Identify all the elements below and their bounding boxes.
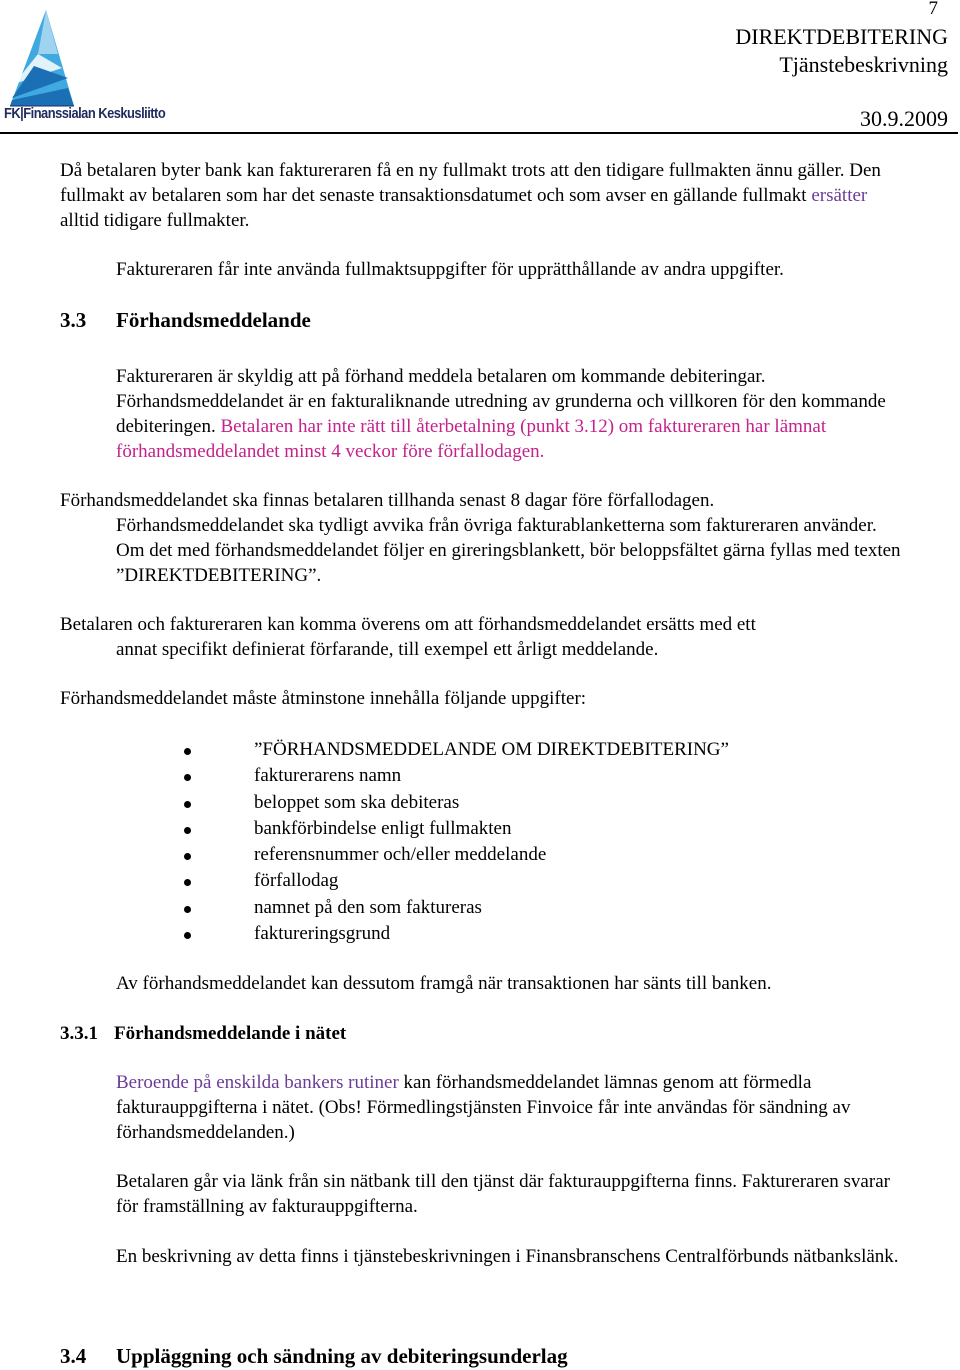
online-notice-paragraph <box>116 1070 906 1145</box>
advance-notice-text: Faktureraren är skyldig att på förhand meddela betalaren om kommande debiteringar. Förhandsmeddelandet är en fakturaliknande utredning av grunderna och villkoren för den kommande debiteringen. <box>116 366 886 437</box>
required-content-list <box>180 737 880 947</box>
alternative-procedure-rest: annat specifikt definierat förfarande, till exempel ett årligt meddelande. <box>116 639 659 660</box>
list-item <box>180 842 880 868</box>
section-heading-3-3 <box>60 307 311 333</box>
logo-text: FK|Finanssialan Keskusliitto <box>4 105 166 122</box>
section-title: Uppläggning och sändning av debiteringsunderlag <box>116 1344 568 1368</box>
list-item-text: förfallodag <box>254 870 339 892</box>
delivery-deadline-first-line: Förhandsmeddelandet ska finnas betalaren tillhanda senast 8 dagar före förfallodagen. <box>60 490 715 511</box>
refund-rule-text: Betalaren har inte rätt till återbetalning (punkt 3.12) om faktureraren har lämnat förhandsmeddelandet minst 4 veckor före förfallodagen. <box>116 416 827 462</box>
header-divider <box>0 132 958 134</box>
bullet-icon <box>184 853 191 860</box>
bullet-icon <box>184 879 191 886</box>
page-number: 7 <box>928 0 938 19</box>
alternative-procedure-first-line: Betalaren och faktureraren kan komma överens om att förhandsmeddelandet ersätts med ett <box>60 614 756 635</box>
alternative-procedure-paragraph <box>60 612 910 662</box>
list-item-text: ”FÖRHANDSMEDDELANDE OM DIREKTDEBITERING” <box>254 739 729 760</box>
list-item <box>180 868 880 894</box>
delivery-deadline-rest: Förhandsmeddelandet ska tydligt avvika från övriga fakturablanketterna som faktureraren använder. Om det med förhandsmeddelandet följer en gireringsblankett, bör beloppsfältet gärna fyllas med texten ”DIREKTDEBITERING”. <box>116 515 901 586</box>
section-title: Förhandsmeddelande i nätet <box>114 1023 347 1044</box>
bullet-icon <box>184 774 191 781</box>
list-item <box>180 816 880 842</box>
bullet-icon <box>184 906 191 913</box>
netbank-link-paragraph: Betalaren går via länk från sin nätbank till den tjänst där fakturauppgifterna finns. Faktureraren svarar för framställning av fakturauppgifterna. <box>116 1171 890 1217</box>
list-item-text: faktureringsgrund <box>254 923 391 945</box>
required-content-intro: Förhandsmeddelandet måste åtminstone innehålla följande uppgifter: <box>60 688 587 709</box>
intro-paragraph <box>60 158 910 233</box>
section-number: 3.3 <box>60 308 87 332</box>
list-item-text: bankförbindelse enligt fullmakten <box>254 817 512 839</box>
section-heading-3-4 <box>60 1343 568 1369</box>
fullmakt-usage-paragraph: Faktureraren får inte använda fullmaktsuppgifter för upprätthållande av andra uppgifter. <box>116 259 784 280</box>
bullet-icon <box>184 748 191 755</box>
description-reference-paragraph: En beskrivning av detta finns i tjänstebeskrivningen i Finansbranschens Centralförbunds nätbankslänk. <box>116 1246 899 1267</box>
section-number: 3.4 <box>60 1344 87 1368</box>
list-item <box>180 921 880 947</box>
intro-text-a: Då betalaren byter bank kan faktureraren få en ny fullmakt trots att den tidigare fullmakten ännu gäller. Den fullmakt av betalaren som har det senaste transaktionsdatumet och som avser en gällande fullmakt <box>60 160 881 206</box>
transaction-date-paragraph: Av förhandsmeddelandet kan dessutom framgå när transaktionen har sänts till banken. <box>116 973 772 994</box>
list-item-text: beloppet som ska debiteras <box>254 791 460 813</box>
list-item <box>180 895 880 921</box>
advance-notice-paragraph <box>116 364 906 464</box>
list-item <box>180 737 880 763</box>
list-item <box>180 790 880 816</box>
list-item-text: referensnummer och/eller meddelande <box>254 844 547 866</box>
online-notice-text: kan förhandsmeddelandet lämnas genom att förmedla fakturauppgifterna i nätet. (Obs! Förmedlingstjänsten Finvoice får inte användas för sändning av förhandsmeddelanden.) <box>116 1072 851 1143</box>
bullet-icon <box>184 801 191 808</box>
bank-routines-link[interactable]: Beroende på enskilda bankers rutiner <box>116 1072 399 1093</box>
bullet-icon <box>184 827 191 834</box>
section-heading-3-3-1 <box>60 1021 346 1046</box>
list-item-text: fakturerarens namn <box>254 765 402 787</box>
ersatter-link[interactable]: ersätter <box>811 185 868 206</box>
list-item <box>180 763 880 789</box>
bullet-icon <box>184 932 191 939</box>
document-date: 30.9.2009 <box>860 106 948 131</box>
intro-text-b: alltid tidigare fullmakter. <box>60 210 250 231</box>
document-subtitle: Tjänstebeskrivning <box>779 52 948 77</box>
section-title: Förhandsmeddelande <box>116 308 311 332</box>
list-item-text: namnet på den som faktureras <box>254 896 482 918</box>
document-title: DIREKTDEBITERING <box>735 24 948 49</box>
delivery-deadline-paragraph <box>60 488 910 588</box>
section-number: 3.3.1 <box>60 1023 98 1044</box>
